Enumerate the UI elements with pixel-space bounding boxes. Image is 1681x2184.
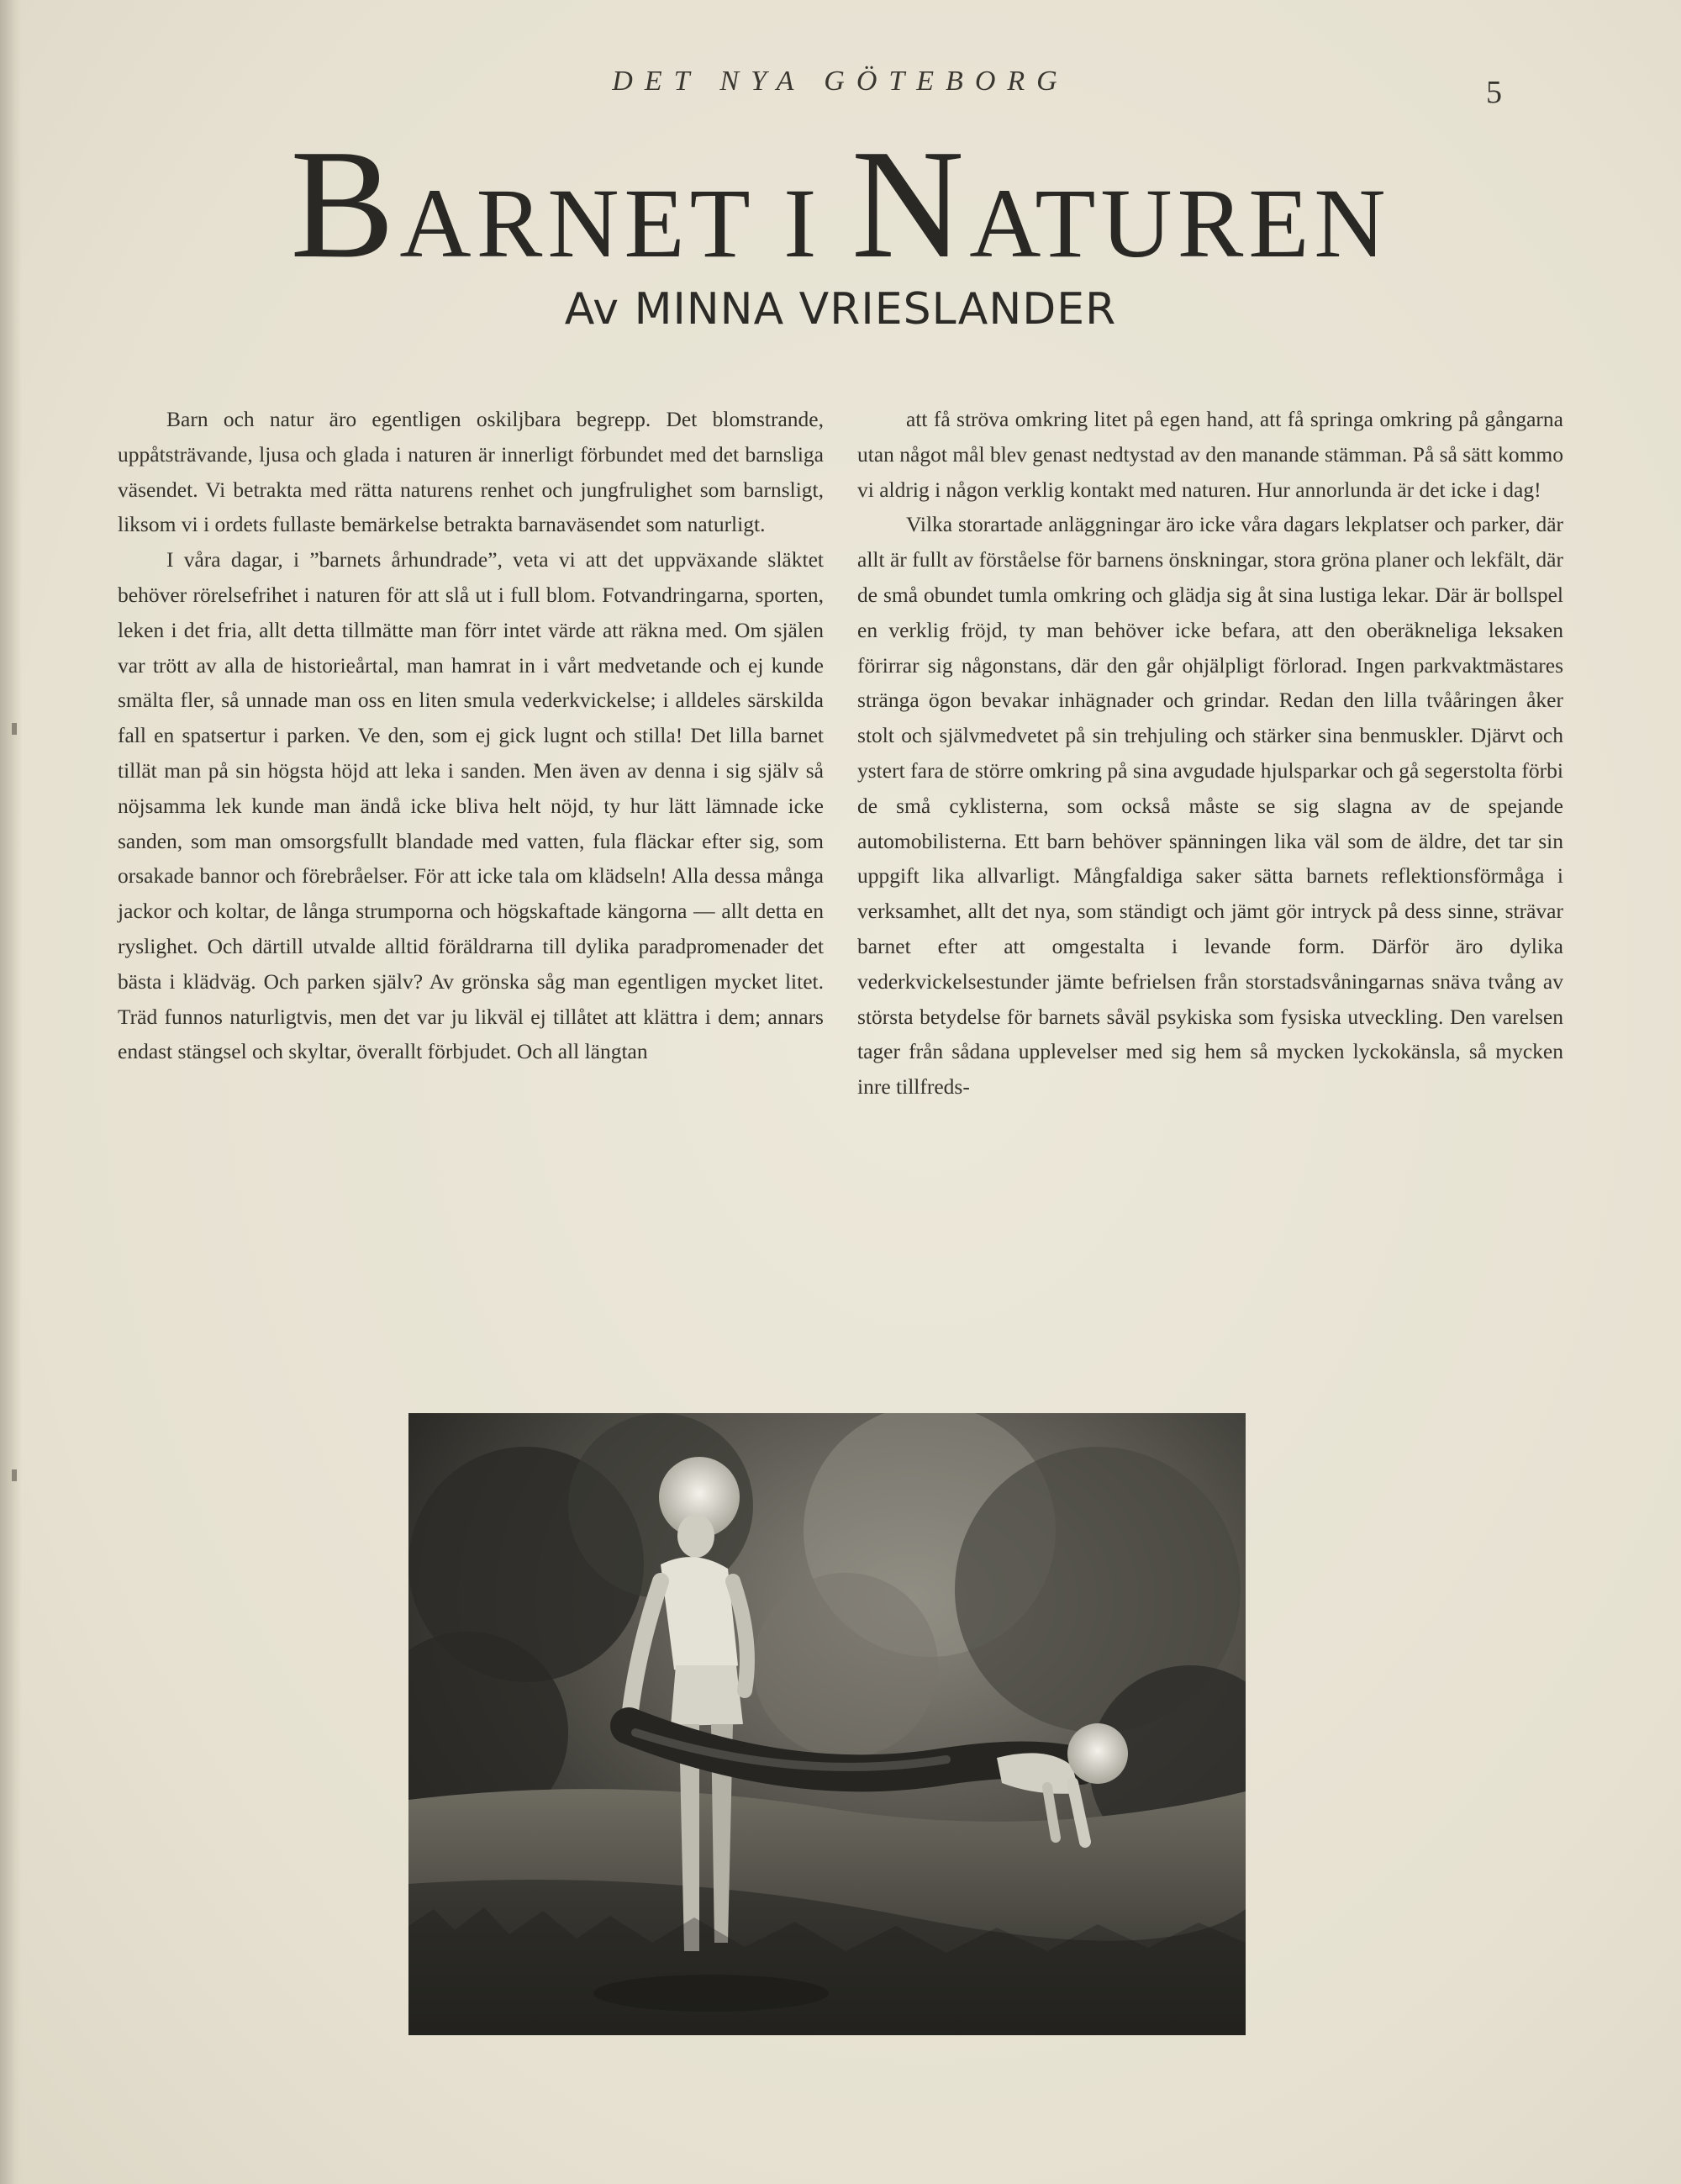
paragraph: Vilka storartade anläggningar äro icke våra dagars lekplatser och parker, där allt är fullt av förståelse för barnens önskningar, stora gröna planer och lekfält, där de små obundet tumla omkring och glädja sig åt sina lustiga lekar. Där är bollspel en verklig fröjd, ty man behöver icke befara, att den oberäkneliga leksaken förirrar sig någonstans, där den går ohjälpligt förlorad. Ingen parkvaktmästares stränga ögon bevakar inhägnader och grindar. Redan den lilla tvååringen åker stolt och självmedvetet på sin trehjuling och stärker sina benmuskler. Djärvt och ystert fara de större omkring på sina avgudade hjulsparkar och gå segerstolta förbi de små cyklisterna, som också måste se sig slagna av de spejande automobilisterna. Ett barn behöver spänningen lika väl som de äldre, det tar sin uppgift lika allvarligt. Mångfaldiga saker sätta barnets reflektionsförmåga i verksamhet, allt det nya, som ständigt och jämt gör intryck på dess sinne, strävar barnet efter att omgestalta i levande form. Därför äro dylika vederkvickelsestunder jämte befrielsen från storstadsvåningarnas snäva tvång av största betydelse för barnets såväl psykiska som fysiska utveckling. Den varelsen tager från sådana upplevelser med sig hem så mycken lyckokänsla, så mycken inre tillfreds- [857,512,1563,1100]
page-binding-shadow [0,0,22,2184]
left-column [118,402,824,1069]
photo-illustration [408,1413,1246,2035]
article-byline: Av MINNA VRIESLANDER [564,284,1117,335]
title-word-aturen: ATUREN [969,168,1391,278]
title-initial-n: N [851,118,970,291]
paragraph: att få ströva omkring litet på egen hand, att få springa omkring på gångarna utan något mål blev genast nedtystad av den manande stämman. På så sätt kommo vi aldrig i någon verklig kontakt med naturen. Hur annorlunda är det icke i dag! [857,407,1563,502]
paragraph: I våra dagar, i ”barnets århundrade”, veta vi att det uppväxande släktet behöver rörelsefrihet i naturen för att slå ut i full blom. Fotvandringarna, sporten, leken i det fria, allt detta tillmätte man förr intet värde att räkna med. Om själen var trött av alla de historieårtal, man hamrat in i vårt medvetande och ej kunde smälta fler, så unnade man oss en liten smula vederkvickelse; i alldeles särskilda fall en spatsertur i parken. Ve den, som ej gick lugnt och stilla! Det lilla barnet tillät man på sin högsta höjd att leka i sanden. Men även av denna i sig själv så nöjsamma lek kunde man ändå icke bliva helt nöjd, ty hur lätt lämnade icke sanden, som man omsorgsfullt blandade med vatten, fula fläckar efter sig, som orsakade bannor och förebråelser. För att icke tala om klädseln! Alla dessa många jackor och koltar, de långa strumporna och högskaftade kängorna — allt detta en ryslighet. Och därtill utvalde alltid föräldrarna till dylika paradpromenader det bästa i klädväg. Och parken själv? Av grönska såg man egentligen mycket litet. Träd funnos naturligtvis, men det var ju likväl ej tillåtet att klättra i dem; annars endast stängsel och skyltar, överallt förbjudet. Och all längtan [118,547,824,1064]
right-column [857,402,1563,1105]
running-head: DET NYA GÖTEBORG [612,66,1069,97]
page-number: 5 [1486,75,1502,110]
title-word-arnet: ARNET I [399,168,851,278]
article-title [168,118,1513,291]
paragraph: Barn och natur äro egentligen oskiljbara begrepp. Det blomstrande, uppåtsträvande, ljusa och glada i naturen är innerligt förbundet med det barnsliga väsendet. Vi betrakta med rätta naturens renhet och jungfrulighet som barnsligt, liksom vi i ordets fullaste bemärkelse betrakta barnaväsendet som naturligt. [118,407,824,537]
edge-mark [12,1469,17,1481]
photo-children-playing-on-grass [408,1413,1246,2035]
edge-mark [12,723,17,735]
title-initial-b: B [290,118,400,291]
